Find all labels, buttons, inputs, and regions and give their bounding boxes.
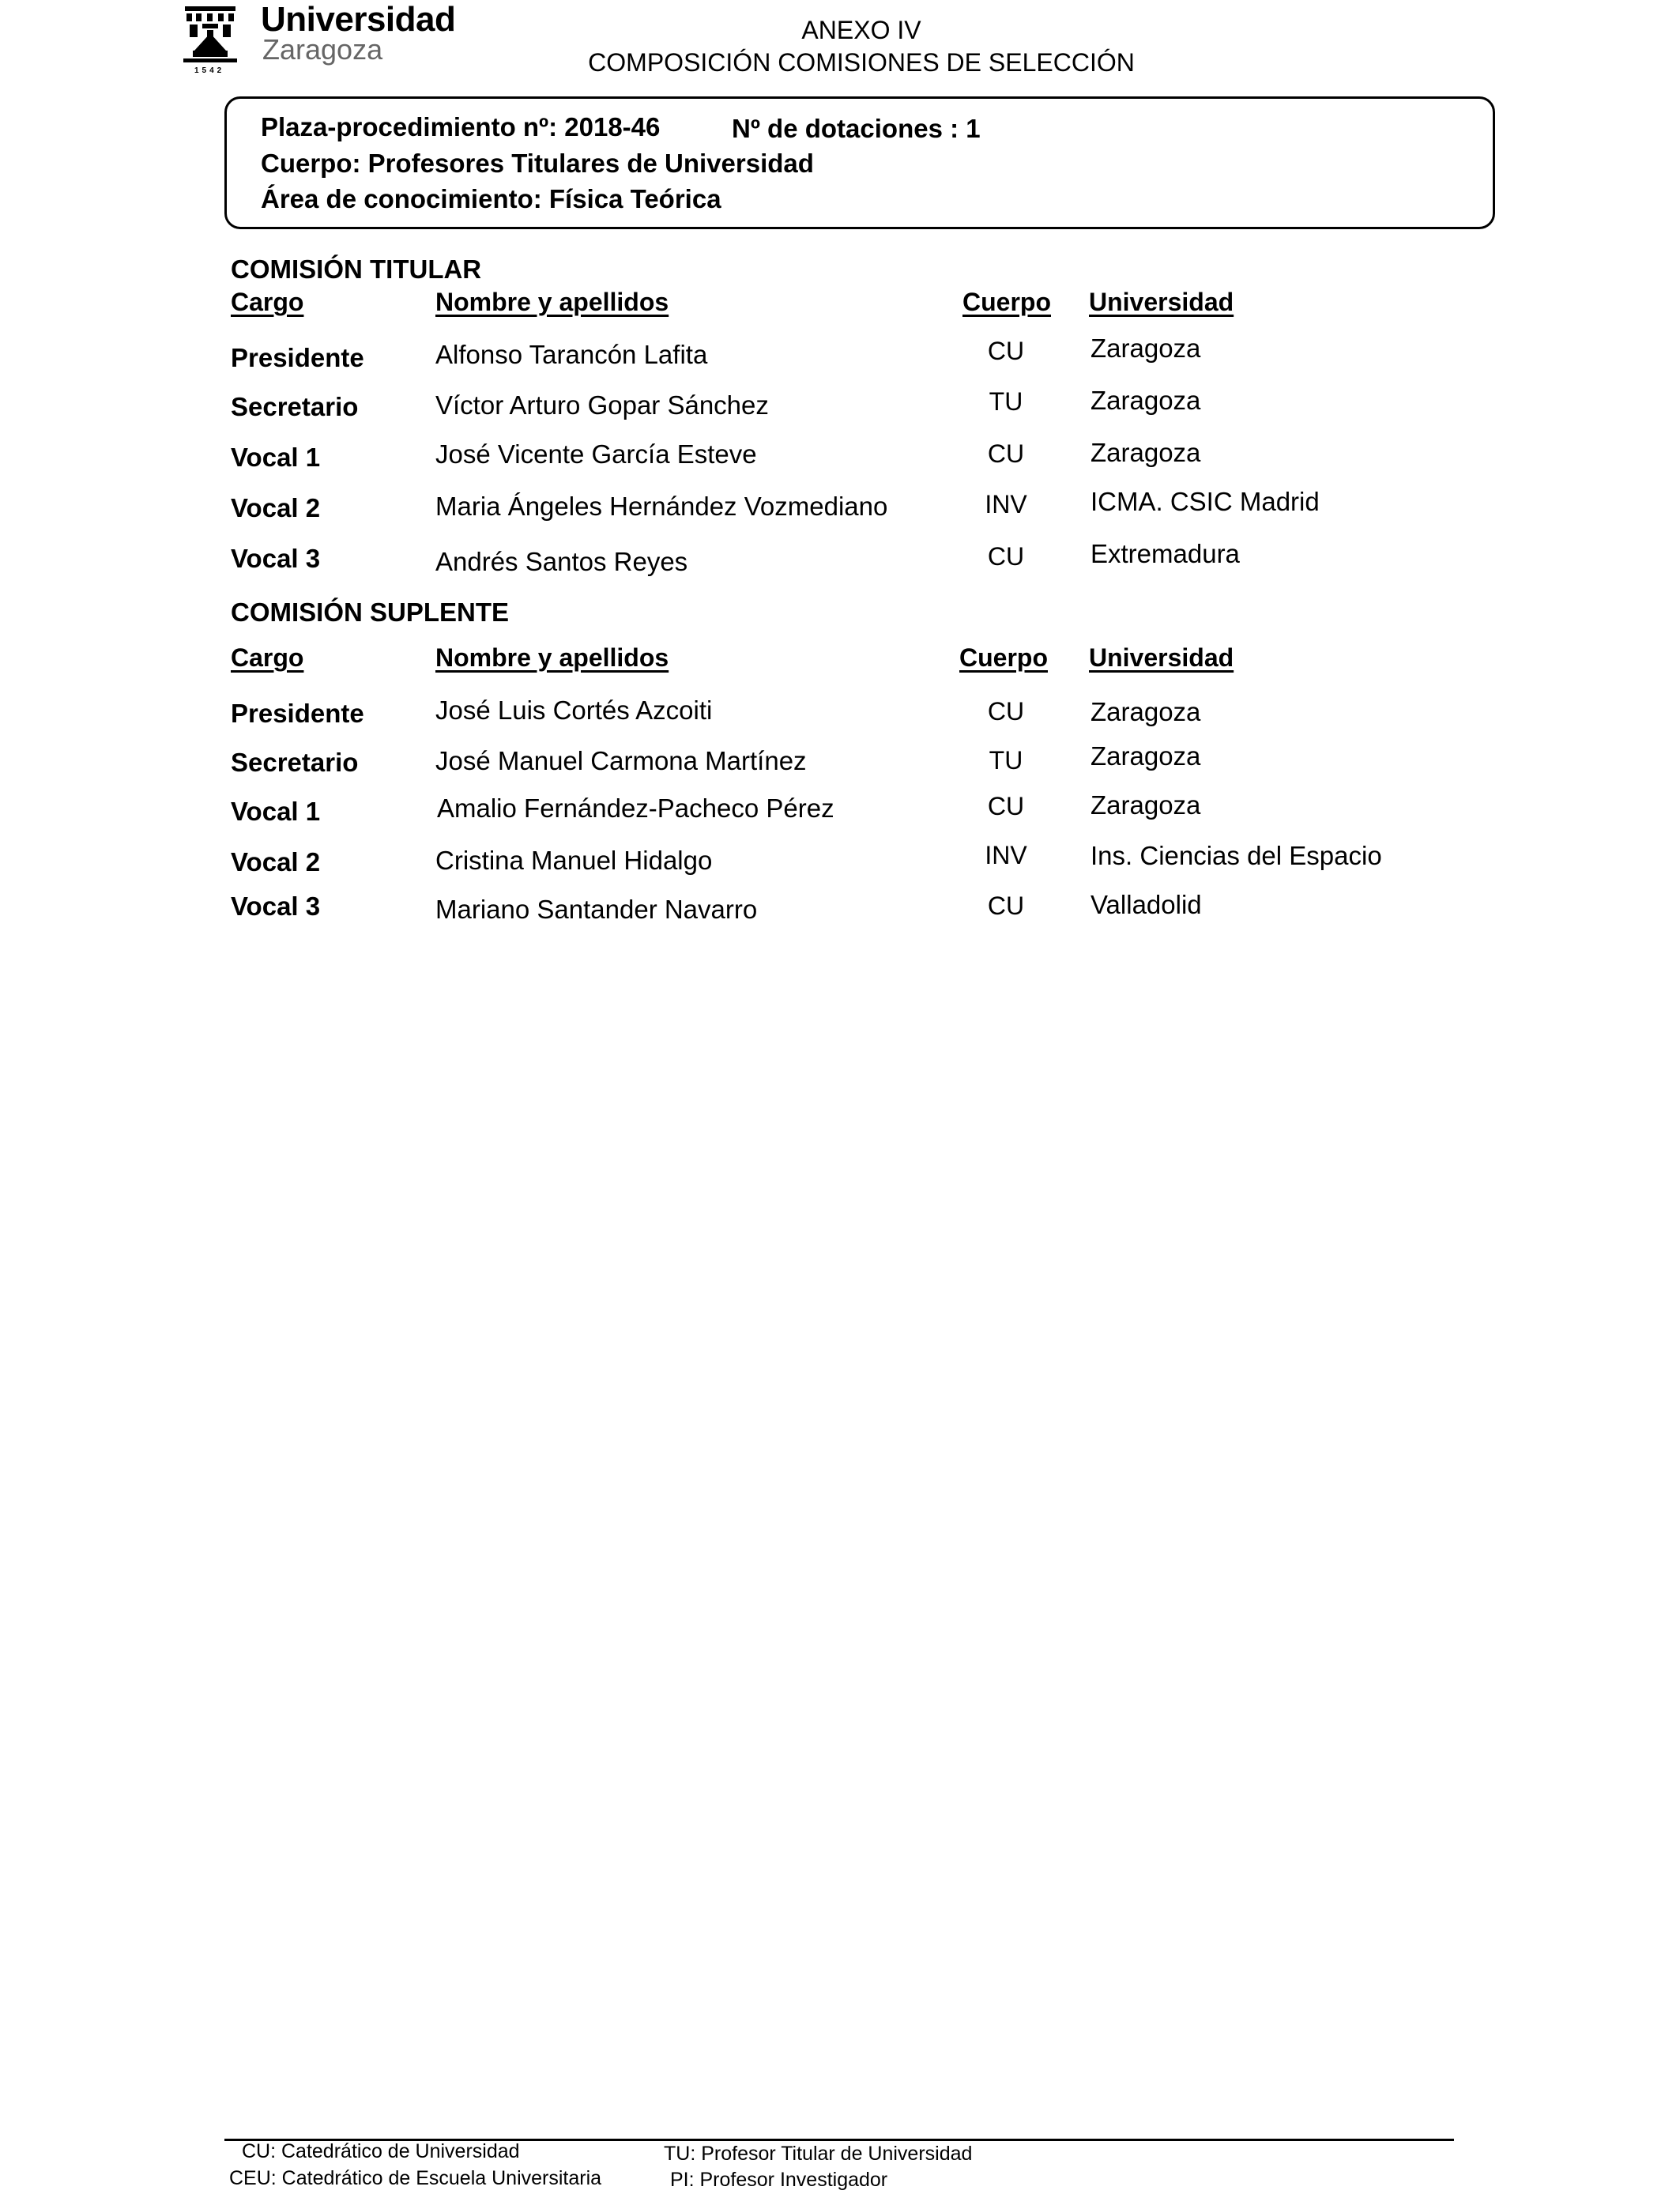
table-row-universidad: Extremadura [1090, 539, 1240, 568]
table-row-cuerpo: INV [985, 490, 1027, 518]
table-row-cuerpo: CU [987, 792, 1025, 820]
table-row-nombre: Andrés Santos Reyes [435, 547, 688, 576]
section-title-suplente: COMISIÓN SUPLENTE [231, 598, 510, 627]
table-row-cargo: Vocal 2 [231, 847, 321, 876]
table-row-nombre: Maria Ángeles Hernández Vozmediano [435, 492, 888, 521]
document-title: COMPOSICIÓN COMISIONES DE SELECCIÓN [588, 48, 1135, 77]
table-row-nombre: José Vicente García Esteve [435, 439, 757, 469]
table-row-cuerpo: CU [987, 892, 1025, 920]
table-row-cuerpo: TU [989, 387, 1023, 416]
table-row-cuerpo: CU [987, 337, 1025, 365]
table-row-universidad: Zaragoza [1090, 386, 1201, 415]
table-row-nombre: José Manuel Carmona Martínez [435, 746, 807, 775]
table-row-universidad: Zaragoza [1090, 334, 1201, 363]
table-row-cargo: Presidente [231, 699, 364, 728]
table-row-cuerpo: CU [987, 697, 1025, 726]
table-row-nombre: Alfonso Tarancón Lafita [435, 340, 708, 369]
table-row-cargo: Vocal 2 [231, 493, 321, 522]
table-row-cuerpo: INV [985, 841, 1027, 869]
table-row-cargo: Vocal 3 [231, 544, 321, 573]
table-row-nombre: José Luis Cortés Azcoiti [435, 696, 713, 725]
legend-ceu: CEU: Catedrático de Escuela Universitaria [229, 2167, 602, 2189]
header-cuerpo: Cuerpo [962, 288, 1051, 316]
header-universidad: Universidad [1089, 643, 1234, 672]
table-row-universidad: Zaragoza [1090, 697, 1201, 726]
table-row-cargo: Secretario [231, 748, 359, 777]
table-row-cargo: Vocal 1 [231, 443, 321, 472]
header-universidad: Universidad [1089, 288, 1234, 316]
table-row-cargo: Secretario [231, 392, 359, 421]
table-row-cuerpo: TU [989, 746, 1023, 775]
header-nombre: Nombre y apellidos [435, 288, 669, 316]
table-row-nombre: Cristina Manuel Hidalgo [435, 846, 713, 875]
table-row-universidad: Zaragoza [1090, 790, 1201, 820]
logo-zaragoza-text: Zaragoza [262, 33, 383, 66]
table-row-universidad: Zaragoza [1090, 438, 1201, 467]
header-cuerpo: Cuerpo [959, 643, 1048, 672]
annex-title: ANEXO IV [801, 16, 921, 44]
table-row-cargo: Presidente [231, 343, 364, 372]
logo-universidad-text: Universidad [261, 0, 456, 39]
legend-pi: PI: Profesor Investigador [670, 2169, 888, 2191]
legend-cu: CU: Catedrático de Universidad [242, 2140, 520, 2162]
cuerpo-line: Cuerpo: Profesores Titulares de Universidad [261, 149, 814, 178]
area-conocimiento: Área de conocimiento: Física Teórica [261, 184, 721, 213]
table-row-cuerpo: CU [987, 439, 1025, 468]
section-title-titular: COMISIÓN TITULAR [231, 254, 482, 284]
header-cargo: Cargo [231, 288, 304, 316]
plaza-procedimiento: Plaza-procedimiento nº: 2018-46 [261, 112, 661, 141]
table-row-universidad: ICMA. CSIC Madrid [1090, 487, 1320, 516]
table-row-universidad: Valladolid [1090, 890, 1202, 919]
table-row-cargo: Vocal 3 [231, 892, 321, 921]
numero-dotaciones: Nº de dotaciones : 1 [732, 114, 981, 143]
table-row-nombre: Víctor Arturo Gopar Sánchez [435, 390, 769, 420]
table-row-universidad: Ins. Ciencias del Espacio [1090, 841, 1382, 870]
table-row-cargo: Vocal 1 [231, 797, 321, 826]
legend-tu: TU: Profesor Titular de Universidad [664, 2143, 973, 2165]
logo-year: 1542 [194, 66, 225, 75]
table-row-universidad: Zaragoza [1090, 741, 1201, 771]
header-nombre: Nombre y apellidos [435, 643, 669, 672]
header-cargo: Cargo [231, 643, 304, 672]
table-row-nombre: Mariano Santander Navarro [435, 895, 758, 924]
table-row-nombre: Amalio Fernández-Pacheco Pérez [437, 794, 834, 823]
table-row-cuerpo: CU [987, 542, 1025, 571]
